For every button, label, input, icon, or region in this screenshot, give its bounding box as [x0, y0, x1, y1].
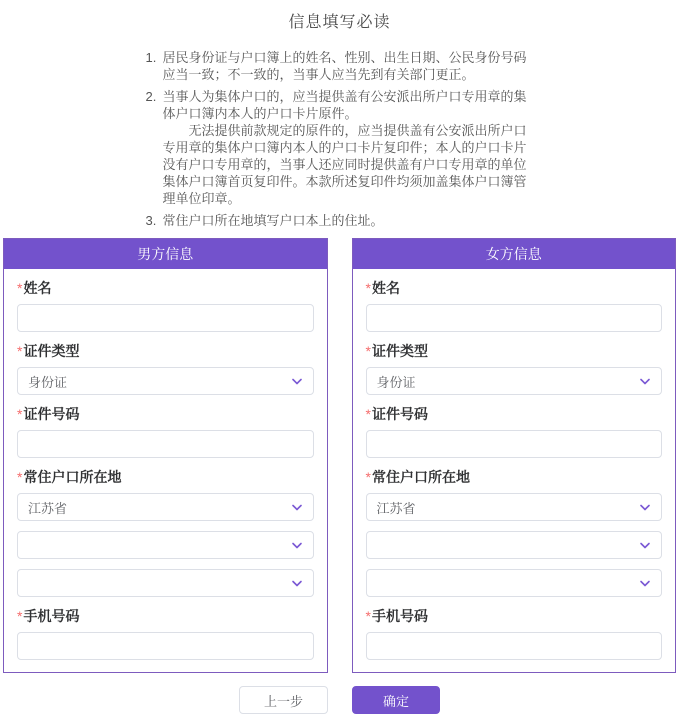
chevron-down-icon [291, 376, 303, 388]
residence-label-text: 常住户口所在地 [371, 469, 470, 485]
chevron-down-icon [639, 376, 651, 388]
residence-label-text: 常住户口所在地 [23, 469, 122, 485]
chevron-down-icon [639, 502, 651, 514]
female-panel-body [353, 269, 676, 672]
required-asterisk: * [17, 343, 23, 359]
phone-label [366, 607, 663, 625]
id-number-label [17, 405, 314, 423]
instruction-paragraph: 居民身份证与户口簿上的姓名、性别、出生日期、公民身份号码应当一致；不一致的，当事人应当先到有关部门更正。 [162, 50, 527, 82]
male-panel-body [4, 269, 327, 672]
field-id-number [17, 405, 314, 458]
required-asterisk: * [17, 280, 23, 296]
required-asterisk: * [17, 608, 23, 624]
male-panel-title: 男方信息 [4, 239, 327, 269]
id-type-select[interactable] [366, 367, 663, 395]
name-label [17, 279, 314, 297]
chevron-down-icon [639, 578, 651, 590]
required-asterisk: * [365, 469, 371, 485]
footer-actions [0, 686, 679, 714]
instruction-number: 3. [145, 213, 157, 228]
female-panel-title: 女方信息 [353, 239, 676, 269]
phone-input[interactable] [366, 632, 663, 660]
field-id-type [366, 342, 663, 395]
residence-province-select[interactable] [366, 493, 663, 521]
chevron-down-icon [291, 502, 303, 514]
field-phone [17, 607, 314, 660]
residence-district-select[interactable] [366, 569, 663, 597]
id-number-label-text: 证件号码 [23, 406, 80, 422]
name-input[interactable] [17, 304, 314, 332]
name-label-text: 姓名 [371, 280, 400, 296]
female-info-panel [352, 238, 677, 673]
phone-input[interactable] [17, 632, 314, 660]
required-asterisk: * [365, 406, 371, 422]
field-phone [366, 607, 663, 660]
field-name [366, 279, 663, 332]
form-panels [0, 238, 679, 673]
phone-label [17, 607, 314, 625]
id-number-input[interactable] [17, 430, 314, 458]
residence-province-select[interactable] [17, 493, 314, 521]
phone-label-text: 手机号码 [371, 608, 428, 624]
residence-city-select[interactable] [17, 531, 314, 559]
instruction-item-1 [146, 49, 534, 83]
id-number-input[interactable] [366, 430, 663, 458]
id-type-label [366, 342, 663, 360]
instruction-paragraph: 无法提供前款规定的原件的，应当提供盖有公安派出所户口专用章的集体户口簿内本人的户口卡片复印件；本人的户口卡片没有户口专用章的，当事人还应同时提供盖有户口专用章的单位集体户口簿首页复印件。本款所述复印件均须加盖集体户口簿管理单位印章。 [162, 123, 527, 206]
instructions-list [146, 49, 534, 229]
field-residence [17, 468, 314, 597]
id-type-select[interactable] [17, 367, 314, 395]
name-label [366, 279, 663, 297]
instruction-text [163, 49, 534, 83]
chevron-down-icon [639, 540, 651, 552]
residence-label [17, 468, 314, 486]
instruction-text [163, 88, 534, 207]
chevron-down-icon [291, 578, 303, 590]
field-id-type [17, 342, 314, 395]
id-type-label-text: 证件类型 [23, 343, 80, 359]
instruction-number: 2. [145, 89, 157, 104]
phone-label-text: 手机号码 [23, 608, 80, 624]
required-asterisk: * [17, 469, 23, 485]
name-label-text: 姓名 [23, 280, 52, 296]
confirm-button[interactable]: 确定 [352, 686, 440, 714]
id-type-selected-value: 身份证 [376, 374, 416, 390]
id-number-label-text: 证件号码 [371, 406, 428, 422]
instruction-paragraph: 常住户口所在地填写户口本上的住址。 [162, 213, 384, 228]
instruction-paragraph: 当事人为集体户口的，应当提供盖有公安派出所户口专用章的集体户口簿内本人的户口卡片原件。 [162, 89, 527, 121]
male-info-panel [3, 238, 328, 673]
name-input[interactable] [366, 304, 663, 332]
id-type-selected-value: 身份证 [28, 374, 68, 390]
instruction-item-2 [146, 88, 534, 207]
id-number-label [366, 405, 663, 423]
field-name [17, 279, 314, 332]
previous-step-button[interactable]: 上一步 [239, 686, 328, 714]
chevron-down-icon [291, 540, 303, 552]
instruction-item-3 [146, 212, 534, 229]
field-residence [366, 468, 663, 597]
residence-label [366, 468, 663, 486]
field-id-number [366, 405, 663, 458]
required-asterisk: * [17, 406, 23, 422]
instruction-text [163, 212, 534, 229]
id-type-label [17, 342, 314, 360]
residence-province-value: 江苏省 [28, 500, 68, 516]
residence-district-select[interactable] [17, 569, 314, 597]
id-type-label-text: 证件类型 [371, 343, 428, 359]
required-asterisk: * [365, 608, 371, 624]
instruction-number: 1. [145, 50, 157, 65]
residence-city-select[interactable] [366, 531, 663, 559]
residence-province-value: 江苏省 [376, 500, 416, 516]
page-title: 信息填写必读 [288, 14, 391, 31]
required-asterisk: * [365, 280, 371, 296]
required-asterisk: * [365, 343, 371, 359]
